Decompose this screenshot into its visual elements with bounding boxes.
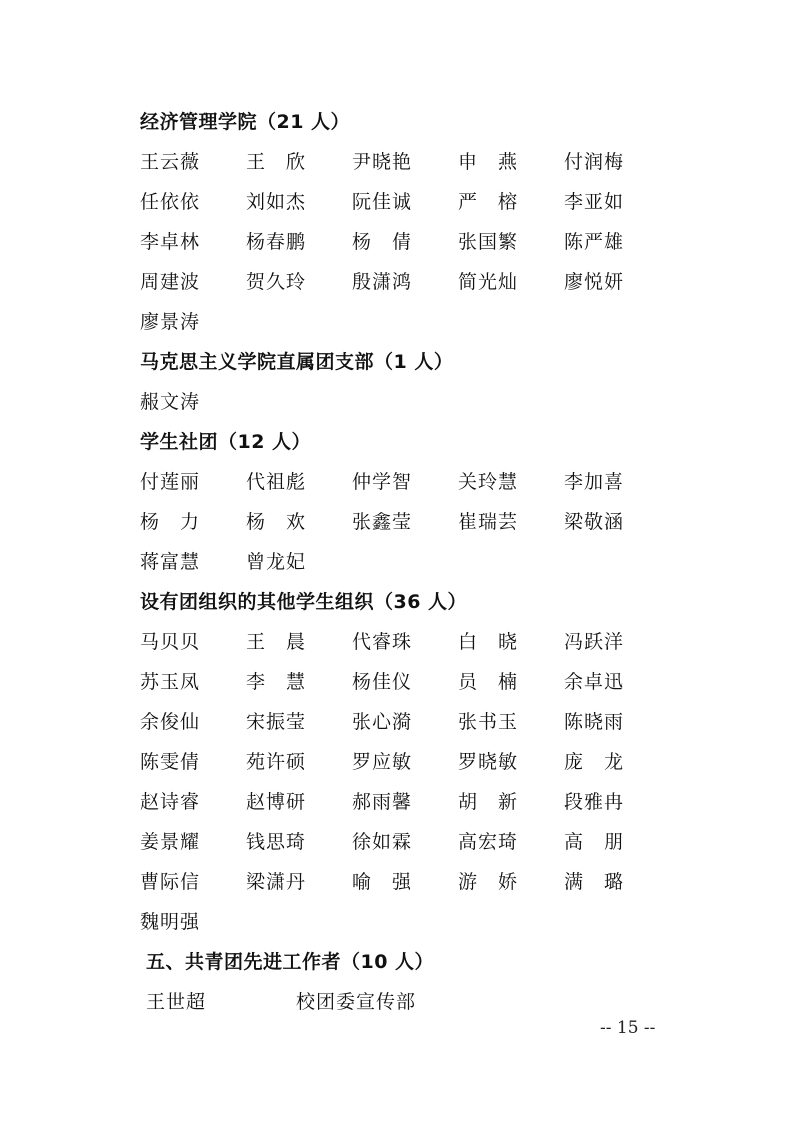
- person-name: 满 璐: [564, 871, 625, 893]
- person-name: 张鑫莹: [352, 511, 413, 533]
- person-name: 杨 倩: [352, 231, 413, 253]
- person-name: 高 朋: [564, 831, 625, 853]
- person-name: 姜景耀: [140, 831, 201, 853]
- person-name: 廖悦妍: [564, 271, 625, 293]
- person-name: 尹晓艳: [352, 151, 413, 173]
- name-row: [140, 822, 700, 862]
- person-name: 宋振莹: [246, 711, 307, 733]
- person-name: 代祖彪: [246, 471, 307, 493]
- person-name: 胡 新: [458, 791, 519, 813]
- name-row: [140, 262, 700, 302]
- section-heading: 马克思主义学院直属团支部（1 人）: [140, 351, 454, 373]
- person-name: 申 燕: [458, 151, 519, 173]
- person-name: 郝雨馨: [352, 791, 413, 813]
- person-name: 冯跃洋: [564, 631, 625, 653]
- person-name: 杨春鹏: [246, 231, 307, 253]
- name-row: [140, 622, 700, 662]
- person-name: 苏玉凤: [140, 671, 201, 693]
- person-name: 魏明强: [140, 911, 201, 933]
- person-name: 刘如杰: [246, 191, 307, 213]
- person-name: 赵诗睿: [140, 791, 201, 813]
- name-row: [140, 302, 700, 342]
- section-advanced-league-workers: [140, 942, 700, 1022]
- person-name: 段雅冉: [564, 791, 625, 813]
- person-name: 任依依: [140, 191, 201, 213]
- person-name: 庞 龙: [564, 751, 625, 773]
- name-row: [140, 862, 700, 902]
- person-name: 钱思琦: [246, 831, 307, 853]
- person-name: 廖景涛: [140, 311, 201, 333]
- entry-row: [146, 982, 700, 1022]
- name-row: [140, 782, 700, 822]
- person-name: 喻 强: [352, 871, 413, 893]
- name-row: [140, 222, 700, 262]
- person-name: 余卓迅: [564, 671, 625, 693]
- name-row: [140, 502, 700, 542]
- person-name: 张国繁: [458, 231, 519, 253]
- person-name: 徐如霖: [352, 831, 413, 853]
- person-name: 李加喜: [564, 471, 625, 493]
- person-name: 王云薇: [140, 151, 201, 173]
- name-row: [140, 382, 700, 422]
- name-row: [140, 542, 700, 582]
- person-unit: 校团委宣传部: [296, 991, 417, 1013]
- person-name: 王 欣: [246, 151, 307, 173]
- person-name: 高宏琦: [458, 831, 519, 853]
- page-number: -- 15 --: [600, 1018, 656, 1038]
- name-row: [140, 142, 700, 182]
- person-name: 陈晓雨: [564, 711, 625, 733]
- person-name: 付润梅: [564, 151, 625, 173]
- person-name: 李亚如: [564, 191, 625, 213]
- section-heading: 经济管理学院（21 人）: [140, 111, 351, 133]
- person-name: 曾龙妃: [246, 551, 307, 573]
- person-name: 杨 欢: [246, 511, 307, 533]
- person-name: 白 晓: [458, 631, 519, 653]
- person-name: 杨佳仪: [352, 671, 413, 693]
- person-name: 贺久玲: [246, 271, 307, 293]
- person-name: 仲学智: [352, 471, 413, 493]
- person-name: 游 娇: [458, 871, 519, 893]
- name-row: [140, 662, 700, 702]
- name-row: [140, 462, 700, 502]
- person-name: 赵博研: [246, 791, 307, 813]
- person-name: 王 晨: [246, 631, 307, 653]
- person-name: 杨 力: [140, 511, 201, 533]
- person-name: 梁潇丹: [246, 871, 307, 893]
- person-name: 李 慧: [246, 671, 307, 693]
- person-name: 张书玉: [458, 711, 519, 733]
- person-name: 罗晓敏: [458, 751, 519, 773]
- name-row: [140, 702, 700, 742]
- name-row: [140, 902, 700, 942]
- section-heading: 设有团组织的其他学生组织（36 人）: [140, 591, 468, 613]
- main-section-heading: 五、共青团先进工作者（10 人）: [146, 951, 435, 973]
- section-student-clubs: [140, 422, 700, 582]
- person-name: 员 楠: [458, 671, 519, 693]
- person-name: 殷潇鸿: [352, 271, 413, 293]
- section-other-student-organizations: [140, 582, 700, 942]
- section-economics-management: [140, 102, 700, 342]
- person-name: 余俊仙: [140, 711, 201, 733]
- person-name: 蒋富慧: [140, 551, 201, 573]
- person-name: 周建波: [140, 271, 201, 293]
- person-name: 王世超: [146, 991, 207, 1013]
- person-name: 罗应敏: [352, 751, 413, 773]
- person-name: 梁敬涵: [564, 511, 625, 533]
- person-name: 赧文涛: [140, 391, 201, 413]
- person-name: 付莲丽: [140, 471, 201, 493]
- person-name: 马贝贝: [140, 631, 201, 653]
- person-name: 代睿珠: [352, 631, 413, 653]
- name-row: [140, 742, 700, 782]
- person-name: 李卓林: [140, 231, 201, 253]
- person-name: 陈雯倩: [140, 751, 201, 773]
- person-name: 简光灿: [458, 271, 519, 293]
- section-marxism-school: [140, 342, 700, 422]
- person-name: 崔瑞芸: [458, 511, 519, 533]
- section-heading: 学生社团（12 人）: [140, 431, 312, 453]
- person-name: 曹际信: [140, 871, 201, 893]
- name-row: [140, 182, 700, 222]
- person-name: 张心漪: [352, 711, 413, 733]
- person-name: 陈严雄: [564, 231, 625, 253]
- person-name: 关玲慧: [458, 471, 519, 493]
- document-body: [140, 102, 700, 1022]
- person-name: 严 榕: [458, 191, 519, 213]
- person-name: 阮佳诚: [352, 191, 413, 213]
- person-name: 苑许硕: [246, 751, 307, 773]
